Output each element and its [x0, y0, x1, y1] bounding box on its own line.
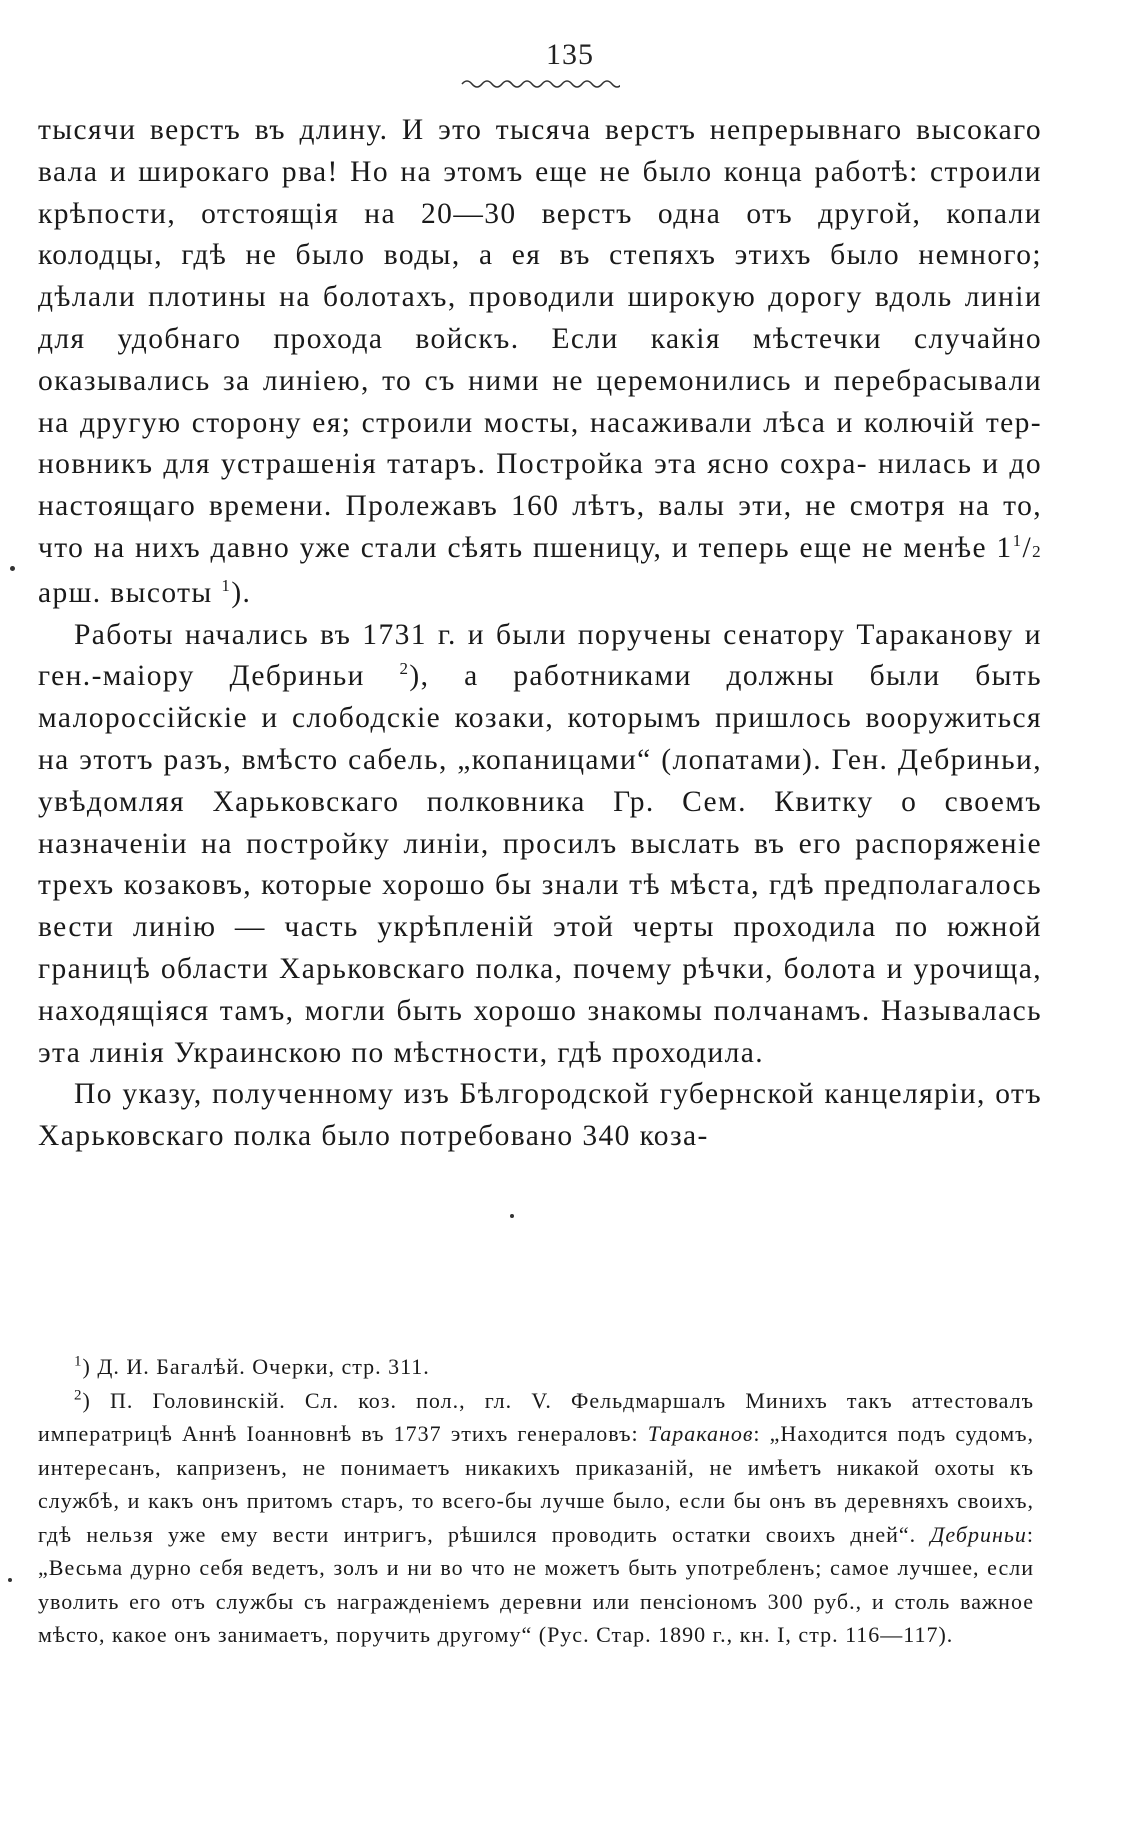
- footnote-2-text-c: : „Весьма дурно себя ведетъ, золъ и ни во что не можетъ быть употребленъ; самое лучшее, если уволить его отъ службы съ награжденіемъ деревни или пенсіономъ 300 руб., и столь важное мѣсто, какое онъ занимаетъ, поручить другому“ (Рус. Стар. 1890 г., кн. I, стр. 116—117).: [38, 1521, 1034, 1647]
- fraction-numerator: 1: [1012, 531, 1023, 551]
- print-speck: [8, 1578, 12, 1582]
- text-line: степяхъ этихъ было немного; дѣлали плотины на болотахъ,: [38, 239, 1042, 314]
- text-line: нилась и до настоящаго времени. Пролежавъ 160 лѣтъ, валы: [38, 448, 1042, 523]
- footnote-1-mark: 1: [74, 1353, 83, 1370]
- page-number: 135: [546, 38, 594, 71]
- text-line: конца работѣ: строили крѣпости, отстоящія на 20—30 верстъ: [38, 155, 1042, 230]
- text-line: проводили широкую дорогу вдоль линіи для удобнаго прохода: [38, 281, 1043, 355]
- footnote-2-name-tarakanov: Тараканов: [647, 1421, 754, 1446]
- print-speck: [10, 566, 15, 571]
- footnote-2-name-debrini: Дебриньи: [930, 1521, 1027, 1547]
- footnotes: [38, 1350, 1034, 1652]
- text-line: новникъ для устрашенія татаръ. Постройка эта ясно сохра-: [38, 448, 869, 481]
- text-line: одна отъ другой, копали колодцы, гдѣ не было воды, а ея въ: [38, 197, 1042, 272]
- paragraph-2-rest: ), а работниками должны были быть малороссійскіе и слободскіе козаки, которымъ пришлось вооружиться на этотъ разъ, вмѣсто сабель, „копаницами“ (лопатами). Ген. Дебриньи, увѣдомляя Харьковскаго полковника Гр. Сем. Квитку о своемъ назначеніи на постройку линіи, просилъ выслать въ его распоряженіе трехъ козаковъ, которые хорошо бы знали тѣ мѣста, гдѣ предполагалось вести линію — часть укрѣпленій этой черты проходила по южной границѣ области Харьковскаго полка, почему рѣчки, болота и урочища, находящіяся тамъ, могли быть хорошо знакомы полчанамъ. Называлась эта линія Украинскою по мѣстности, гдѣ проходила.: [38, 660, 1042, 1069]
- paragraph-3: По указу, полученному изъ Бѣлгородской губернской канцеляріи, отъ Харьковскаго полка было потребовано 340 коза-: [38, 1078, 1042, 1153]
- footnote-2-text-a: ) П. Головинскій. Сл. коз. пол., гл. V. Фельдмаршалъ Минихъ такъ аттестовалъ императрицѣ Аннѣ Іоанновнѣ въ 1737 этихъ генераловъ:: [38, 1387, 1034, 1446]
- footnote-1-text: ) Д. И. Багалѣй. Очерки, стр. 311.: [82, 1354, 430, 1379]
- wavy-rule-ornament: [460, 78, 620, 90]
- text-line: то съ ними не церемонились и перебрасывали на другую: [38, 364, 1043, 439]
- footnote-2-mark: 2: [74, 1387, 83, 1404]
- footnote-2: [38, 1384, 1034, 1652]
- footnote-2-text-b: : „Находится подъ судомъ, интересанъ, капризенъ, не понимаетъ никакихъ приказаній, не имѣетъ никакой охоты къ службѣ, и какъ онъ притомъ старъ, то всего-бы лучше было, если бы онъ въ деревняхъ своихъ, гдѣ нельзя уже ему вести интригъ, рѣшился проводить остатки своихъ дней“.: [38, 1421, 1034, 1547]
- text-line: войскъ. Если какія мѣстечки случайно оказывались за линіею,: [38, 322, 1042, 397]
- paragraph-2-start: Работы начались въ 1731 г. и были поручены сенатору Тараканову и ген.-маіору Дебриньи: [38, 618, 1042, 693]
- text-line: эти, не смотря на то, что на нихъ давно уже стали сѣять: [38, 490, 1043, 564]
- fraction-slash: /: [1022, 531, 1033, 564]
- main-text: [38, 110, 1042, 1158]
- print-speck: [510, 1214, 514, 1218]
- text-line-end: ).: [231, 576, 252, 609]
- text-line: сторону ея; строили мосты, насаживали лѣса и колючій тер-: [191, 406, 1042, 439]
- text-line-start: пшеницу, и теперь еще не менѣе 1: [533, 531, 1013, 564]
- fraction-denominator: 2: [1032, 541, 1043, 561]
- paragraph-1: [38, 110, 1042, 615]
- text-line: высокаго вала и широкаго рва! Но на этомъ еще не было: [38, 114, 1042, 188]
- text-line-tail: арш. высоты: [38, 576, 222, 609]
- paragraph-2: [38, 615, 1042, 1075]
- footnote-ref-1: 1: [221, 575, 232, 595]
- footnote-1: [38, 1350, 1034, 1384]
- text-line: тысячи верстъ въ длину. И это тысяча верстъ непрерывнаго: [38, 114, 903, 146]
- footnote-ref-2: 2: [399, 659, 410, 679]
